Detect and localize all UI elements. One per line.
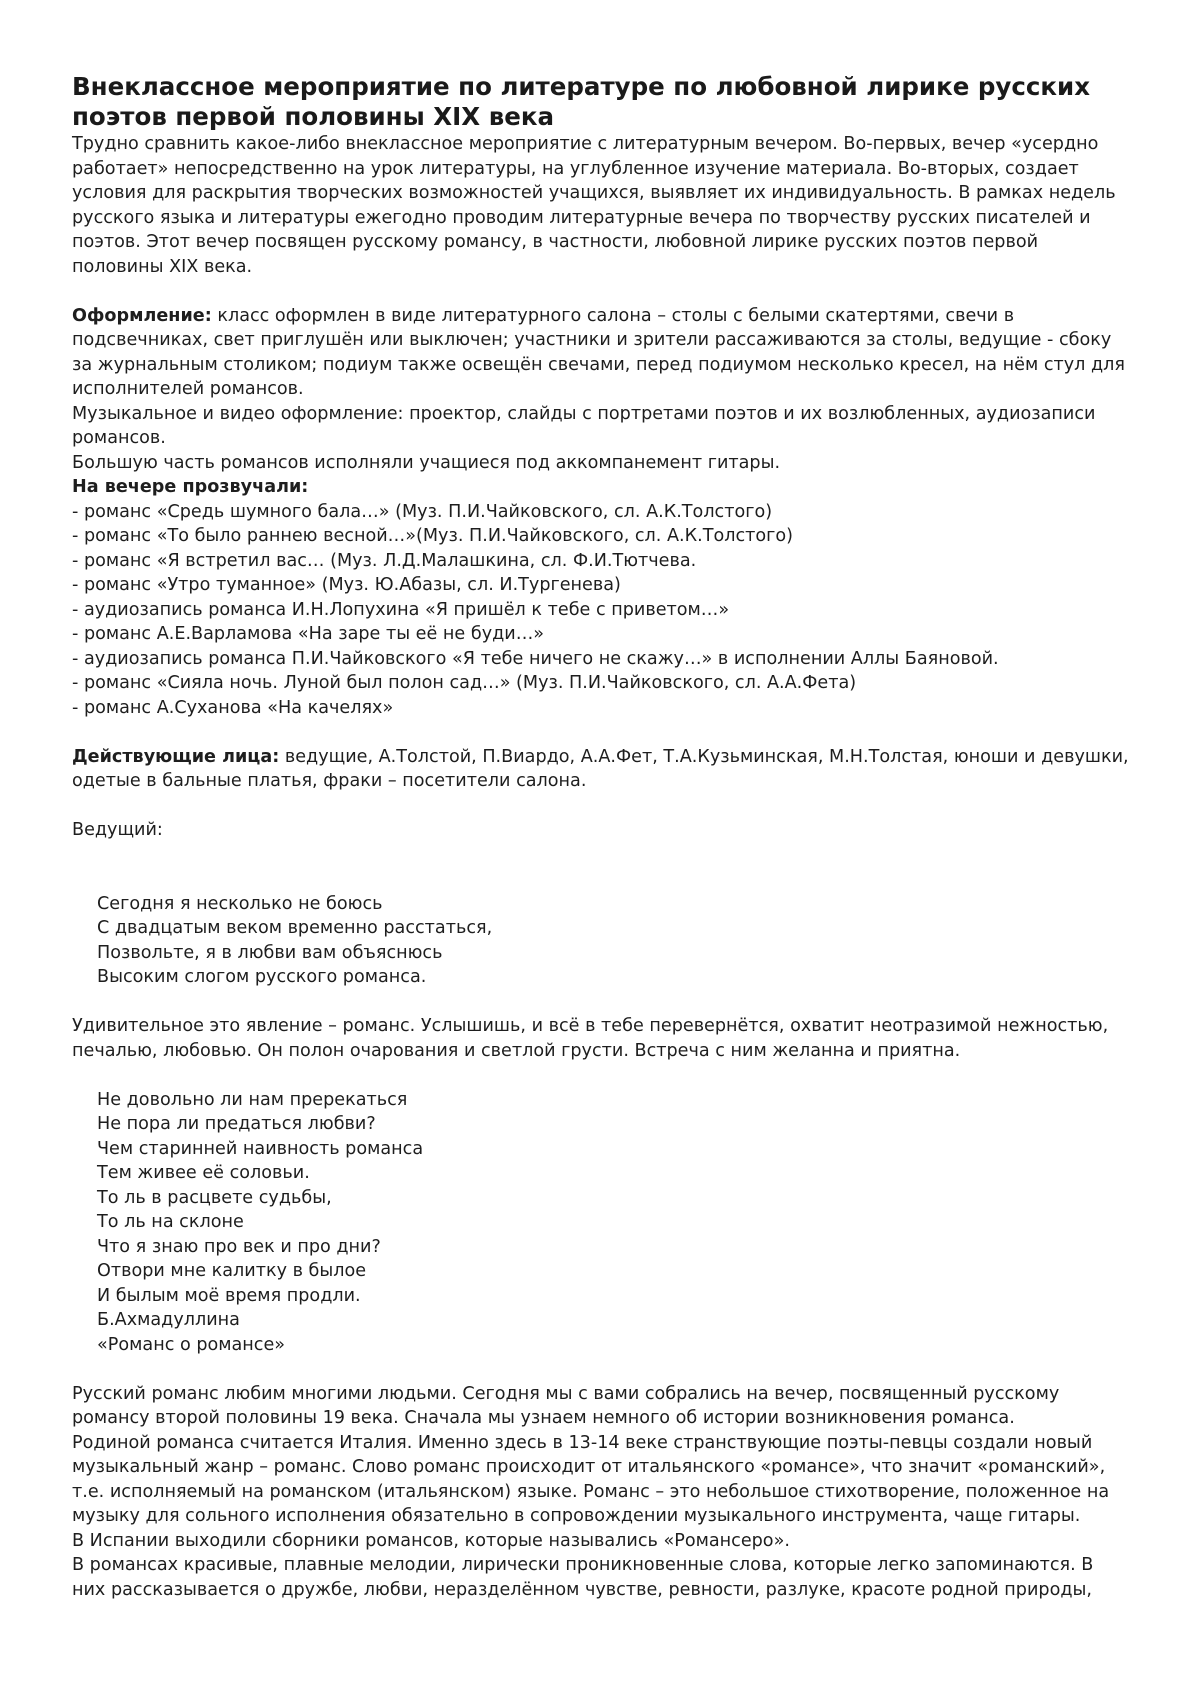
music-paragraph: Музыкальное и видео оформление: проектор, слайды с портретами поэтов и их возлюбленных, аудиозаписи романсов. [72,403,1096,448]
poem-line: Не довольно ли нам пререкаться [97,1089,408,1110]
decoration-text: класс оформлен в виде литературного салона – столы с белыми скатертями, свечи в подсвечниках, свет приглушён или выключен; участники и зрители рассаживаются за столы, ведущие - сбоку за журнальным столиком; подиум также освещён свечами, перед подиумом несколько кресел, на нём стул для исполнителей романсов. [72,305,1126,399]
poem-line: Тем живее её соловьи. [97,1163,310,1183]
poem-author: Б.Ахмадуллина [97,1310,240,1330]
program-item: - романс «Утро туманное» (Муз. Ю.Абазы, сл. И.Тургенева) [72,575,621,595]
decoration-label: Оформление: [72,305,212,326]
history-paragraph: В Испании выходили сборники романсов, которые назывались «Романсеро». [72,1530,790,1551]
program-item: - романс А.Суханова «На качелях» [72,697,394,718]
poem-line: Отвори мне калитку в былое [97,1261,367,1281]
poem-title: «Романс о романсе» [97,1334,286,1355]
program-item: - романс «Средь шумного бала…» (Муз. П.И.Чайковского, сл. А.К.Толстого) [72,501,773,522]
romance-paragraph: Удивительное это явление – романс. Услышишь, и всё в тебе перевернётся, охватит неотразимой нежностью, печалью, любовью. Он полон очарования и светлой грусти. Встреча с ним желанна и приятна. [72,1016,1109,1061]
program-item: - романс А.Е.Варламова «На заре ты её не буди…» [72,624,545,644]
poem-line: То ль в расцвете судьбы, [97,1187,332,1208]
intro-paragraph: Трудно сравнить какое-либо внеклассное мероприятие с литературным вечером. Во-первых, вечер «усердно работает» непосредственно на урок литературы, на углубленное изучение материала. Во-вторых, создает условия для раскрытия творческих возможностей учащихся, выявляет их индивидуальность. В рамках недель русского языка и литературы ежегодно проводим литературные вечера по творчеству русских писателей и поэтов. Этот вечер посвящен русскому романсу, в частности, любовной лирике русских поэтов первой половины XIX века. [72,134,1116,277]
document-title: Внеклассное мероприятие по литературе по любовной лирике русских поэтов первой половины XIX века [72,72,1090,131]
program-item: - аудиозапись романса П.И.Чайковского «Я тебе ничего не скажу…» в исполнении Аллы Баяновой. [72,648,999,669]
program-item: - романс «Сияла ночь. Луной был полон сад…» (Муз. П.И.Чайковского, сл. А.А.Фета) [72,673,857,693]
spacer [72,990,1132,1015]
history-paragraph: Родиной романса считается Италия. Именно здесь в 13-14 веке странствующие поэты-певцы создали новый музыкальный жанр – романс. Слово романс происходит от итальянского «романсе», что значит «романский», т.е. исполняемый на романском (итальянском) языке. Романс – это небольшое стихотворение, положенное на музыку для сольного исполнения обязательно в сопровождении музыкального инструмента, чаще гитары. [72,1432,1110,1526]
spacer [72,720,1132,745]
characters-label: Действующие лица: [72,746,280,767]
program-list [72,500,1132,721]
poem-opening [72,892,1132,990]
document-page [72,72,1132,1602]
poem-line: Позвольте, я в любви вам объяснюсь [97,942,443,963]
program-heading: На вечере прозвучали: [72,477,309,497]
poem-line: И былым моё время продли. [97,1285,361,1306]
characters-text: ведущие, А.Толстой, П.Виардо, А.А.Фет, Т.А.Кузьминская, М.Н.Толстая, юноши и девушки, одетые в бальные платья, фраки – посетители салона. [72,746,1129,791]
poem-line: Чем старинней наивность романса [97,1138,424,1159]
spacer [72,1063,1132,1088]
poem-line: Сегодня я несколько не боюсь [97,893,383,914]
decoration-paragraph [72,304,1132,402]
program-item: - романс «То было раннею весной…»(Муз. П.И.Чайковского, сл. А.К.Толстого) [72,526,794,546]
spacer [72,1357,1132,1382]
spacer [72,279,1132,304]
program-item: - романс «Я встретил вас… (Муз. Л.Д.Малашкина, сл. Ф.И.Тютчева. [72,550,697,571]
history-paragraph: В романсах красивые, плавные мелодии, лирически проникновенные слова, которые легко запоминаются. В них рассказывается о дружбе, любви, неразделённом чувстве, ревности, разлуке, красоте родной природы, [72,1555,1094,1600]
history-paragraph: Русский романс любим многими людьми. Сегодня мы с вами собрались на вечер, посвященный русскому романсу второй половины 19 века. Сначала мы узнаем немного об истории возникновения романса. [72,1383,1060,1428]
host-label: Ведущий: [72,820,163,840]
poem-line: С двадцатым веком временно расстаться, [97,918,493,938]
guitar-paragraph: Большую часть романсов исполняли учащиеся под аккомпанемент гитары. [72,452,781,473]
poem-line: Что я знаю про век и про дни? [97,1236,381,1257]
spacer [72,794,1132,819]
poem-romance [72,1088,1132,1358]
poem-line: Высоким слогом русского романса. [97,967,427,987]
spacer [72,843,1132,892]
poem-line: То ль на склоне [97,1212,244,1232]
characters-paragraph [72,745,1132,794]
poem-line: Не пора ли предаться любви? [97,1114,376,1134]
program-item: - аудиозапись романса И.Н.Лопухина «Я пришёл к тебе с приветом…» [72,599,730,620]
